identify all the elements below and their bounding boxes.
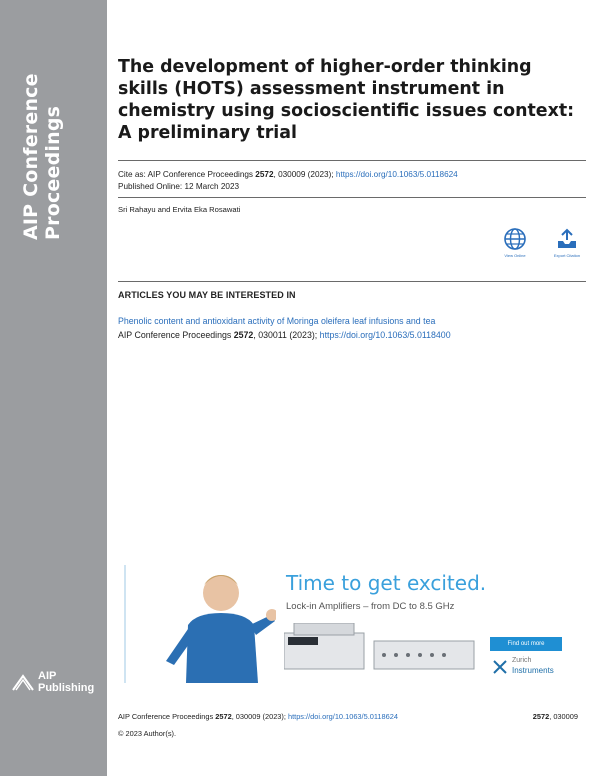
zurich-instruments-logo <box>492 657 572 679</box>
journal-name-line2: Proceedings <box>42 105 64 240</box>
export-citation-button[interactable] <box>550 227 584 267</box>
ad-find-out-more-button[interactable]: Find out more <box>490 637 562 651</box>
logo-text-publishing: Publishing <box>38 682 95 694</box>
cite-line <box>118 169 458 181</box>
related-middle: , 030011 (2023); <box>253 330 320 340</box>
related-articles-heading: ARTICLES YOU MAY BE INTERESTED IN <box>118 290 296 300</box>
ad-headline: Time to get excited. <box>286 571 487 595</box>
advertisement-banner[interactable] <box>124 565 576 683</box>
sidebar <box>0 0 107 776</box>
view-online-button[interactable] <box>500 227 530 267</box>
footer-volume: 2572 <box>215 712 232 721</box>
export-icon <box>555 227 579 251</box>
footer-citation <box>118 712 588 721</box>
published-date: Published Online: 12 March 2023 <box>118 182 240 191</box>
zurich-logo-icon <box>492 659 508 675</box>
aip-publishing-logo[interactable] <box>12 670 102 698</box>
aip-logo-icon <box>12 672 34 694</box>
cite-volume: 2572 <box>255 170 274 179</box>
cite-middle: , 030009 (2023); <box>273 170 336 179</box>
footer-right-suffix: , 030009 <box>549 712 578 721</box>
divider-related <box>118 281 586 282</box>
footer-middle: , 030009 (2023); <box>231 712 288 721</box>
brand-line1: Zurich <box>512 657 532 664</box>
footer-right-volume: 2572 <box>532 712 550 721</box>
cite-doi-link[interactable]: https://doi.org/10.1063/5.0118624 <box>335 170 458 179</box>
authors: Sri Rahayu and Ervita Eka Rosawati <box>118 205 241 214</box>
journal-name-line1: AIP Conference <box>20 73 42 240</box>
footer-page-ref <box>533 712 578 721</box>
copyright: © 2023 Author(s). <box>118 729 177 738</box>
logo-text-aip: AIP <box>38 670 57 682</box>
related-volume: 2572 <box>233 330 254 340</box>
related-article <box>118 314 588 342</box>
ad-person-illustration <box>126 565 276 683</box>
divider-mid <box>118 197 586 198</box>
ad-subline: Lock-in Amplifiers – from DC to 8.5 GHz <box>286 601 455 612</box>
footer-doi-link[interactable]: https://doi.org/10.1063/5.0118624 <box>287 712 398 721</box>
related-article-source <box>118 328 588 342</box>
brand-line2: Instruments <box>512 666 554 675</box>
footer-prefix: AIP Conference Proceedings <box>118 712 216 721</box>
related-source-prefix: AIP Conference Proceedings <box>118 330 234 340</box>
journal-name <box>20 40 64 240</box>
view-online-label: View Online <box>504 253 526 258</box>
globe-icon <box>503 227 527 251</box>
instrument-illustration <box>284 623 484 673</box>
divider-top <box>118 160 586 161</box>
main-content <box>118 0 588 776</box>
related-doi-link[interactable]: https://doi.org/10.1063/5.0118400 <box>319 330 451 340</box>
export-citation-label: Export Citation <box>553 253 581 258</box>
cite-prefix: Cite as: AIP Conference Proceedings <box>118 170 256 179</box>
paper-title: The development of higher-order thinking skills (HOTS) assessment instrument in chemistry using socioscientific issues context: A preliminary trial <box>118 57 575 143</box>
related-article-title-link[interactable]: Phenolic content and antioxidant activity of Moringa oleifera leaf infusions and tea <box>118 316 436 326</box>
citation-block <box>118 169 458 193</box>
